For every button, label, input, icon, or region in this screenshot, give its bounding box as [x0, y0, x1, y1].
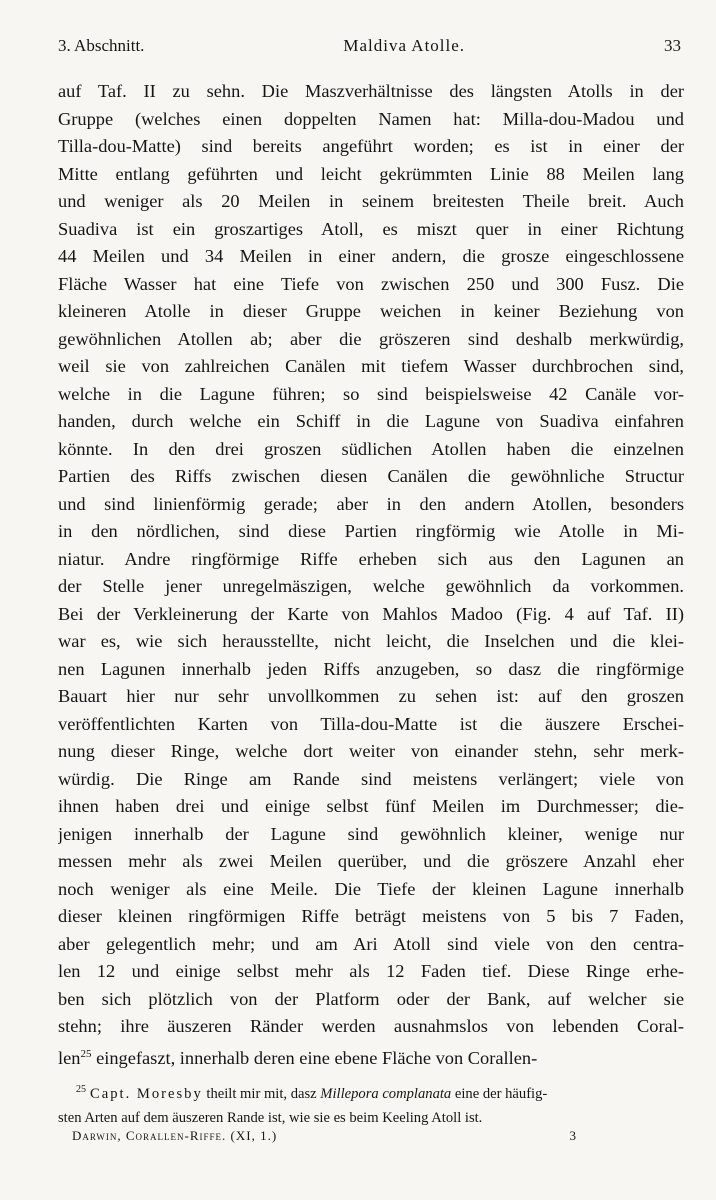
- text-line: 44 Meilen und 34 Meilen in einer andern, die grosze eingeschlossene: [58, 246, 684, 266]
- running-header: [58, 36, 681, 56]
- footnote-line: sten Arten auf dem äuszeren Rande ist, wie sie es beim Keeling Atoll ist.: [58, 1110, 483, 1126]
- text-line: jenigen innerhalb der Lagune sind gewöhnlich kleiner, wenige nur: [58, 823, 684, 844]
- footnote-author: Capt. Moresby: [90, 1086, 203, 1102]
- running-title: Maldiva Atolle.: [343, 36, 466, 55]
- text-line: messen mehr als zwei Meilen querüber, und die gröszere Anzahl eher: [58, 851, 684, 871]
- body-text: [58, 78, 684, 1068]
- text-line: Partien des Riffs zwischen diesen Canälen die gewöhnliche Structur: [58, 466, 684, 486]
- text-line-final: [58, 1041, 684, 1069]
- signature-number: 3: [569, 1128, 576, 1143]
- text-line: veröffentlichten Karten von Tilla-dou-Matte ist die äuszere Erschei-: [58, 713, 684, 734]
- text-line: Gruppe (welches einen doppelten Namen hat: Milla-dou-Madou und: [58, 108, 684, 129]
- footnote-text: eine der häufig-: [451, 1086, 548, 1102]
- text-line: Mitte entlang geführten und leicht gekrümmten Linie 88 Meilen lang: [58, 163, 684, 184]
- text-line: der Stelle jener unregelmäszigen, welche gewöhnlich da vorkommen.: [58, 576, 684, 596]
- text-line: aber gelegentlich mehr; und am Ari Atoll sind viele von den centra-: [58, 933, 684, 954]
- chapter-label: 3. Abschnitt.: [58, 36, 145, 55]
- text-line: könnte. In den drei groszen südlichen Atollen haben die einzelnen: [58, 438, 684, 459]
- text-line: nung dieser Ringe, welche dort weiter von einander stehn, sehr merk-: [58, 741, 684, 761]
- signature-mark: Darwin, Corallen-Riffe. (XI, 1.): [72, 1128, 278, 1143]
- text-line: ihnen haben drei und einige selbst fünf Meilen im Durchmesser; die-: [58, 796, 684, 816]
- text-line: und sind linienförmig gerade; aber in den andern Atollen, besonders: [58, 493, 684, 514]
- text-line: und weniger als 20 Meilen in seinem breitesten Theile breit. Auch: [58, 191, 684, 211]
- text-line: len 12 und einige selbst mehr als 12 Faden tief. Diese Ringe erhe-: [58, 961, 684, 981]
- page-number: 33: [663, 36, 681, 55]
- footnote-reference[interactable]: 25: [80, 1047, 92, 1060]
- text-line: dieser kleinen ringförmigen Riffe beträgt meistens von 5 bis 7 Faden,: [58, 906, 684, 926]
- text-line: gewöhnlichen Atollen ab; aber die gröszeren sind deshalb merkwürdig,: [58, 328, 684, 349]
- footnote: [58, 1078, 684, 1130]
- text-line: stehn; ihre äuszeren Ränder werden ausnahmslos von lebenden Coral-: [58, 1016, 684, 1036]
- text-line: welche in die Lagune führen; so sind beispielsweise 42 Canäle vor-: [58, 383, 684, 404]
- text-line: würdig. Die Ringe am Rande sind meistens verlängert; viele von: [58, 768, 684, 789]
- footnote-species: Millepora complanata: [320, 1086, 452, 1102]
- text-fragment: eingefaszt, innerhalb deren eine ebene Fläche von Corallen-: [91, 1047, 538, 1068]
- text-line: ben sich plötzlich von der Platform oder der Bank, auf welcher sie: [58, 988, 684, 1009]
- text-line: Bei der Verkleinerung der Karte von Mahlos Madoo (Fig. 4 auf Taf. II): [58, 603, 684, 624]
- text-line: nen Lagunen innerhalb jeden Riffs anzugeben, so dasz die ringförmige: [58, 658, 684, 679]
- text-line: weil sie von zahlreichen Canälen mit tiefem Wasser durchbrochen sind,: [58, 356, 684, 376]
- footnote-line: [58, 1078, 684, 1106]
- text-line: kleineren Atolle in dieser Gruppe weichen in keiner Beziehung von: [58, 301, 684, 321]
- text-line: Bauart hier nur sehr unvollkommen zu sehen ist: auf den groszen: [58, 686, 684, 706]
- text-line: Fläche Wasser hat eine Tiefe von zwischen 250 und 300 Fusz. Die: [58, 273, 684, 294]
- text-line: Suadiva ist ein groszartiges Atoll, es miszt quer in einer Richtung: [58, 218, 684, 239]
- text-line: handen, durch welche ein Schiff in die Lagune von Suadiva einfahren: [58, 411, 684, 431]
- text-line: Tilla-dou-Matte) sind bereits angeführt worden; es ist in einer der: [58, 136, 684, 156]
- text-line: auf Taf. II zu sehn. Die Maszverhältnisse des längsten Atolls in der: [58, 81, 684, 101]
- footnote-number: 25: [76, 1084, 86, 1095]
- text-line: in den nördlichen, sind diese Partien ringförmig wie Atolle in Mi-: [58, 521, 684, 541]
- text-fragment: len: [58, 1047, 81, 1068]
- footnote-text: theilt mir mit, dasz: [202, 1086, 321, 1102]
- text-line: war es, wie sich herausstellte, nicht leicht, die Inselchen und die klei-: [58, 631, 684, 651]
- signature-line: [72, 1128, 576, 1144]
- text-line: noch weniger als eine Meile. Die Tiefe der kleinen Lagune innerhalb: [58, 878, 684, 899]
- text-line: niatur. Andre ringförmige Riffe erheben sich aus den Lagunen an: [58, 548, 684, 569]
